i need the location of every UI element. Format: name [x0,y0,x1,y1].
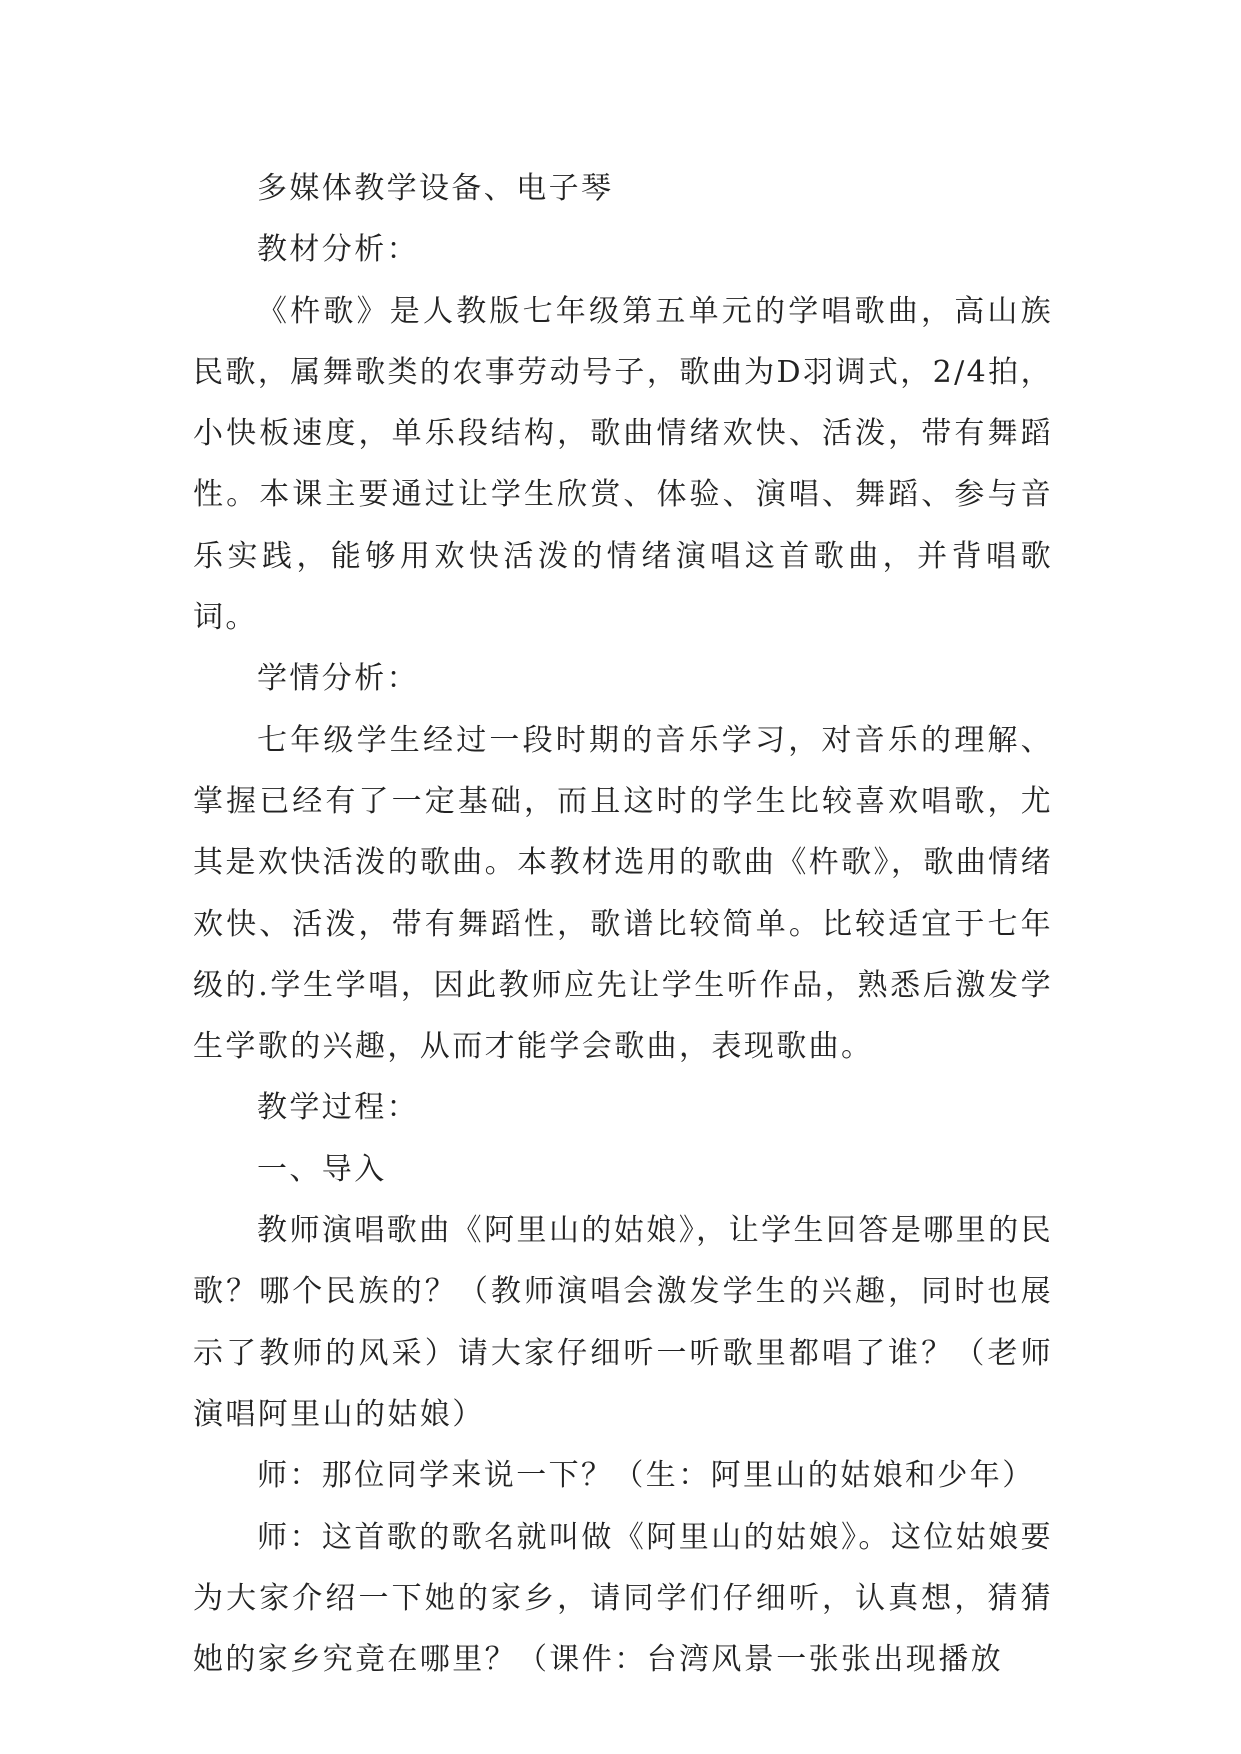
heading-student-analysis: 学情分析： [257,661,419,697]
heading-introduction: 一、导入 [257,1151,387,1187]
paragraph-teacher-question: 师：那位同学来说一下？（生：阿里山的姑娘和少年） [257,1458,1035,1494]
heading-teaching-process: 教学过程： [257,1090,419,1126]
paragraph-textbook-analysis: 《杵歌》是人教版七年级第五单元的学唱歌曲，高山族民歌，属舞歌类的农事劳动号子，歌曲为D羽调式，2/4拍，小快板速度，单乐段结构，歌曲情绪欢快、活泼，带有舞蹈性。本课主要通过让学生欣赏、体验、演唱、舞蹈、参与音乐实践，能够用欢快活泼的情绪演唱这首歌曲，并背唱歌词。 [193,293,1053,636]
paragraph-teacher-sings: 教师演唱歌曲《阿里山的姑娘》，让学生回答是哪里的民歌？哪个民族的？（教师演唱会激发学生的兴趣，同时也展示了教师的风采）请大家仔细听一听歌里都唱了谁？（老师演唱阿里山的姑娘） [193,1213,1053,1432]
paragraph-student-analysis: 七年级学生经过一段时期的音乐学习，对音乐的理解、掌握已经有了一定基础，而且这时的学生比较喜欢唱歌，尤其是欢快活泼的歌曲。本教材选用的歌曲《杵歌》，歌曲情绪欢快、活泼，带有舞蹈性，歌谱比较简单。比较适宜于七年级的.学生学唱，因此教师应先让学生听作品，熟悉后激发学生学歌的兴趣，从而才能学会歌曲，表现歌曲。 [193,722,1053,1065]
document-body [193,158,1053,1690]
paragraph-song-intro: 师：这首歌的歌名就叫做《阿里山的姑娘》。这位姑娘要为大家介绍一下她的家乡，请同学们仔细听，认真想，猜猜她的家乡究竟在哪里？（课件：台湾风景一张张出现播放 [193,1519,1053,1678]
heading-textbook-analysis: 教材分析： [257,232,419,268]
paragraph-equipment: 多媒体教学设备、电子琴 [257,171,614,206]
